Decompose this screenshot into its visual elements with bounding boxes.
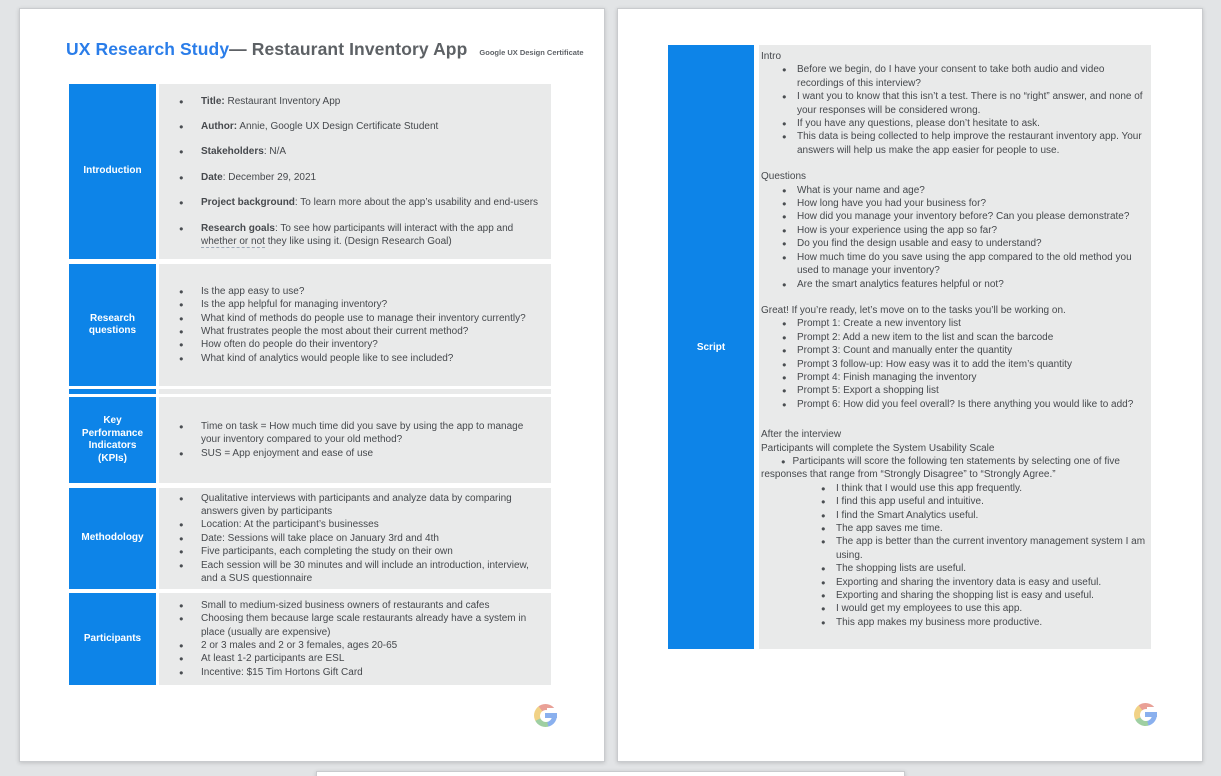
list-item [179,666,543,679]
block-heading: Questions [761,171,807,183]
list-item [179,652,543,665]
list-item-text: Author: Annie, Google UX Design Certificate Student [201,120,439,132]
list-item-text: This app makes my business more productive. [836,616,1043,628]
list-item [782,130,1147,157]
list-item-text: How did you manage your inventory before? Can you please demonstrate? [797,211,1130,223]
block-subheading: Participants will complete the System Usability Scale [761,442,995,454]
list-item-text: SUS = App enjoyment and ease of use [201,447,374,459]
slide-page-1[interactable] [19,8,605,762]
bullet-icon: ● [179,172,184,182]
list-item [179,545,543,558]
bullet-icon: ● [821,510,826,520]
list-item-text: I find the Smart Analytics useful. [836,509,979,521]
script-block-tasks [761,304,1147,411]
list-item-text: Prompt 2: Add a new item to the list and scan the barcode [797,331,1054,343]
section-label-text: Introduction [83,165,142,177]
list-item [821,482,1147,495]
list-item [782,358,1147,371]
section-content-research-questions [159,264,551,386]
list-item-text: Date: December 29, 2021 [201,171,317,183]
list-item-text: Is the app helpful for managing inventory? [201,299,388,311]
bullet-icon: ● [782,319,787,329]
section-methodology [69,488,551,589]
list-item [179,639,543,652]
script-block-after-interview [761,428,1147,629]
list-item [179,518,543,531]
list-item [179,222,543,249]
list-item-text: The app is better than the current inventory management system I am using. [836,536,1146,561]
bullet-icon: ● [179,147,184,157]
bullet-icon: ● [179,448,184,458]
bullet-icon: ● [782,386,787,396]
bullet-icon: ● [821,483,826,493]
list-item [179,171,543,184]
list-item [821,495,1147,508]
list-item-text: Stakeholders: N/A [201,146,287,158]
list-item-text: How much time do you save using the app compared to the old method you used to manage your inventory? [797,251,1132,277]
section-content-kpis [159,397,551,483]
section-label-methodology [69,488,156,589]
list-item-text: What is your name and age? [797,184,925,196]
list-item [782,317,1147,330]
list-item [179,492,543,519]
section-content-introduction [159,84,551,259]
bullet-icon: ● [782,65,787,75]
bullet-icon: ● [179,421,184,431]
list-item [179,312,543,325]
list-item [179,298,543,311]
list-item [179,325,543,338]
section-label-text: Script [696,341,726,353]
section-label-text: Methodology [81,532,144,544]
list-item-text: I would get my employees to use this app. [836,603,1023,615]
spellcheck-underline: whether or not [201,236,265,248]
list-item-text: At least 1-2 participants are ESL [201,653,345,665]
block-heading: Great! If you’re ready, let’s move on to the tasks you’ll be working on. [761,304,1066,316]
bullet-icon: ● [782,132,787,142]
list-item [179,420,543,447]
list-item-text: Project background: To learn more about the app’s usability and end-users [201,197,539,209]
list-item-text: Five participants, each completing the study on their own [201,546,453,558]
section-label-kpis [69,397,156,483]
list-item-text: How often do people do their inventory? [201,339,378,351]
section-content-participants [159,593,551,685]
list-item [782,251,1147,278]
list-item [782,278,1147,291]
bullet-icon: ● [782,92,787,102]
list-item-text: Prompt 4: Finish managing the inventory [797,371,977,383]
section-label-text: Key Performance Indicators (KPIs) [81,415,144,464]
google-logo-bar [1145,712,1157,716]
list-item [179,285,543,298]
bullet-icon: ● [782,119,787,129]
bullet-icon: ● [179,327,184,336]
bullet-icon: ● [821,524,826,533]
bullet-icon: ● [179,667,184,677]
list-item [821,562,1147,575]
script-block-intro [761,50,1147,157]
list-item [782,184,1147,197]
list-item [821,616,1147,629]
list-item [179,196,543,209]
list-item [821,589,1147,602]
list-item-text: Is the app easy to use? [201,285,305,297]
bullet-icon: ● [821,564,826,574]
slide-page-3-edge[interactable] [316,771,905,776]
bullet-icon: ● [179,96,184,106]
bullet-icon: ● [179,533,184,543]
section-content-methodology [159,488,551,589]
list-item [782,398,1147,411]
bullet-icon: ● [179,600,184,610]
section-kpis [69,397,551,483]
script-block-questions [761,170,1147,291]
list-item [782,331,1147,344]
list-item-text: If you have any questions, please don’t hesitate to ask. [797,118,1040,130]
bullet-icon: ● [179,641,184,650]
bullet-icon: ● [781,456,786,466]
bullet-icon: ● [179,614,184,624]
list-item-text: Prompt 6: How did you feel overall? Is there anything you would like to add? [797,398,1134,410]
list-item [179,120,543,133]
bullet-icon: ● [179,520,184,530]
list-item-text: I want you to know that this isn’t a test. There is no “right” answer, and none of your responses will be considered wrong. [797,91,1143,116]
list-item-text: Before we begin, do I have your consent to take both audio and video recordings of this interview? [797,64,1105,89]
list-item-text: Prompt 1: Create a new inventory list [797,318,961,330]
list-item [821,576,1147,589]
bullet-icon: ● [782,346,787,356]
bullet-icon: ● [782,212,787,222]
list-item [179,352,543,365]
bullet-icon: ● [821,497,826,507]
bullet-icon: ● [782,332,787,342]
list-item-text: What kind of analytics would people like to see included? [201,352,454,364]
list-item-text: Do you find the design usable and easy to understand? [797,238,1042,250]
bullet-icon: ● [782,225,787,235]
list-item [782,63,1147,90]
section-label-research-questions [69,264,156,386]
section-label-script [668,45,754,649]
bullet-icon: ● [179,547,184,557]
list-item [821,535,1147,562]
bullet-icon: ● [782,185,787,195]
list-item [782,90,1147,117]
list-item-text: Exporting and sharing the shopping list is easy and useful. [836,590,1094,602]
bullet-icon: ● [179,121,184,131]
list-item-text: Research goals: To see how participants will interact with the app and whether or not they like using it. (Design Research Goal) [201,222,514,248]
bullet-icon: ● [179,560,184,570]
section-introduction [69,84,551,259]
list-item-text: This data is being collected to help improve the restaurant inventory app. Your answers will help us make the app easier for people to use. [797,131,1142,156]
list-item [782,210,1147,223]
list-item-text: How long have you had your business for? [797,198,987,210]
list-item-text: Location: At the participant’s businesses [201,519,379,531]
bullet-icon: ● [821,537,826,547]
list-item-text: Qualitative interviews with participants and analyze data by comparing answers given by participants [201,492,512,517]
spacer-bar-blue [69,389,156,394]
bullet-icon: ● [179,353,184,363]
block-heading: Intro [761,51,782,62]
google-logo-bar [545,713,557,717]
bullet-icon: ● [179,223,184,233]
list-item-text: Participants will score the following ten statements by selecting one of five responses that range from “Strongly Disagree” to “Strongly Agree.” [761,455,1120,481]
list-item [782,197,1147,210]
section-label-participants [69,593,156,685]
list-item-text: Time on task = How much time did you save by using the app to manage your inventory compared to your old method? [201,420,524,446]
list-item-text: What frustrates people the most about their current method? [201,326,469,337]
bullet-icon: ● [782,399,787,409]
list-item [782,117,1147,130]
list-item-text: Are the smart analytics features helpful or not? [797,278,1004,290]
bullet-icon: ● [179,198,184,208]
certificate-badge: Google UX Design Certificate [479,48,584,57]
list-item-text: The app saves me time. [836,523,943,534]
slide-page-2[interactable] [617,8,1203,762]
list-item [782,344,1147,357]
list-item [821,522,1147,535]
list-item-text: Prompt 5: Export a shopping list [797,385,939,397]
list-item-text: Prompt 3 follow-up: How easy was it to add the item’s quantity [797,358,1072,370]
list-item [179,612,543,639]
list-item [179,447,543,460]
section-participants [69,593,551,685]
sub-list [761,482,1147,629]
bullet-icon: ● [179,654,184,664]
block-heading: After the interview [761,429,842,441]
bullet-icon: ● [179,286,184,296]
list-item-text: 2 or 3 males and 2 or 3 females, ages 20-65 [201,640,398,651]
section-content-script [759,45,1151,649]
list-item [179,95,543,108]
page-title [66,39,584,60]
bullet-icon: ● [821,604,826,614]
list-item [821,509,1147,522]
google-logo-icon [534,704,557,727]
list-item-text: I find this app useful and intuitive. [836,496,984,508]
bullet-icon: ● [821,617,826,627]
bullet-icon: ● [782,359,787,369]
section-research-questions [69,264,551,386]
list-item-text: Choosing them because large scale restaurants already have a system in place (usually are expensive) [201,613,527,638]
bullet-icon: ● [821,577,826,587]
page-title-accent: UX Research Study [66,39,230,59]
bullet-icon: ● [179,493,184,503]
spacer-bar-gray [159,389,551,394]
list-item-wide [761,455,1147,482]
list-item-text: Exporting and sharing the inventory data is easy and useful. [836,576,1102,588]
list-item [179,599,543,612]
list-item-text: Date: Sessions will take place on January 3rd and 4th [201,532,439,544]
section-label-introduction [69,84,156,259]
bullet-icon: ● [782,239,787,249]
bullet-icon: ● [821,591,826,601]
list-item [782,384,1147,397]
section-label-text: Participants [83,632,142,644]
list-item [179,145,543,158]
bullet-icon: ● [179,313,184,323]
bullet-icon: ● [782,279,787,289]
google-logo-icon [1134,703,1157,726]
list-item [179,559,543,586]
list-item-text: Prompt 3: Count and manually enter the quantity [797,345,1013,357]
list-item [782,371,1147,384]
list-item-text: The shopping lists are useful. [836,563,967,575]
list-item-text: Small to medium-sized business owners of restaurants and cafes [201,599,490,611]
page-title-rest: — Restaurant Inventory App [229,39,468,59]
list-item-text: What kind of methods do people use to manage their inventory currently? [201,312,526,324]
list-item-text: How is your experience using the app so far? [797,224,998,236]
list-item [179,532,543,545]
list-item [179,338,543,351]
list-item [782,224,1147,237]
bullet-icon: ● [179,300,184,310]
list-item-text: Incentive: $15 Tim Hortons Gift Card [201,666,363,678]
list-item-text: Title: Restaurant Inventory App [201,95,341,107]
bullet-icon: ● [782,252,787,262]
section-label-text: Research questions [88,312,137,336]
bullet-icon: ● [179,340,184,350]
list-item [821,602,1147,615]
bullet-icon: ● [782,199,787,209]
list-item-text: I think that I would use this app frequently. [836,482,1023,494]
list-item [782,237,1147,250]
list-item-text: Each session will be 30 minutes and will include an introduction, interview, and a SUS questionnaire [201,559,529,585]
bullet-icon: ● [782,372,787,382]
